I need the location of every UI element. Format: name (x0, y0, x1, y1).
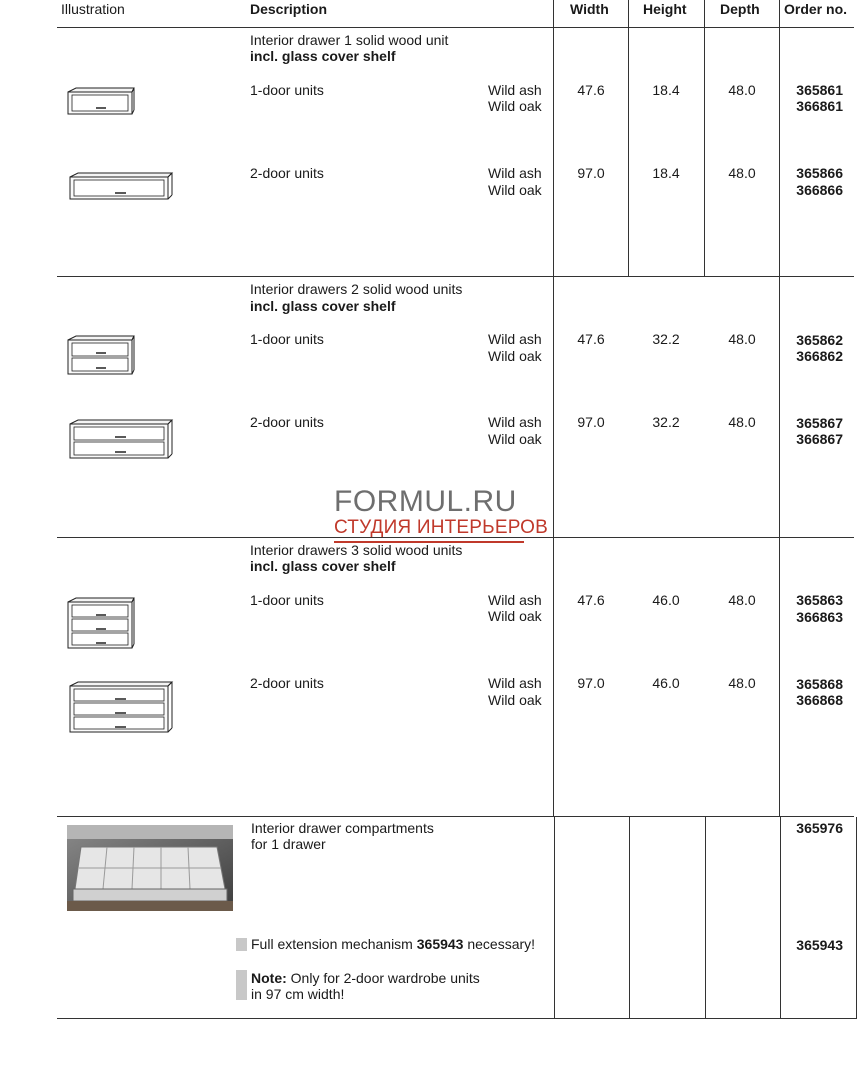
header-description: Description (250, 1, 328, 17)
g3-r1-width: 47.6 (577, 592, 605, 608)
watermark-tagline: СТУДИЯ ИНТЕРЬЕРОВ (334, 517, 549, 538)
col-rule-order-b (780, 817, 781, 1018)
g2-r2-width: 97.0 (577, 414, 605, 430)
col-rule-depth-b (705, 817, 706, 1018)
g1-r2-depth: 48.0 (728, 165, 756, 181)
group-3-rule (57, 816, 854, 817)
g3-r2-depth: 48.0 (728, 675, 756, 691)
g1-r2-height: 18.4 (652, 165, 680, 181)
g1-r1-order1: 365861 (796, 82, 843, 98)
1-drawer-1-door-unit-drawing (66, 86, 136, 118)
note-label: Note: (251, 970, 287, 986)
g2-r1-order2: 366862 (796, 348, 843, 364)
g3-r2-order1: 365868 (796, 676, 843, 692)
group-3-subtitle: incl. glass cover shelf (250, 558, 396, 574)
g1-r1-width: 47.6 (577, 82, 605, 98)
1-drawer-2-door-unit-drawing (68, 171, 174, 203)
g3-r1-label: 1-door units (250, 592, 324, 608)
col-rule-width (553, 0, 554, 816)
watermark-brand: FORMUL.RU (334, 485, 517, 518)
g3-r1-order1: 365863 (796, 592, 843, 608)
compartments-title-line1: Interior drawer compartments (251, 820, 434, 836)
g1-r2-order1: 365866 (796, 165, 843, 181)
group-1-title: Interior drawer 1 solid wood unit (250, 32, 449, 48)
compartments-order: 365976 (796, 820, 843, 836)
header-illustration: Illustration (61, 1, 125, 17)
g1-r1-label: 1-door units (250, 82, 324, 98)
group-3-title: Interior drawers 3 solid wood units (250, 542, 463, 558)
compartments-title-line2: for 1 drawer (251, 836, 326, 852)
g2-r2-height: 32.2 (652, 414, 680, 430)
mechanism-text (251, 936, 535, 953)
g3-r2-order2: 366868 (796, 692, 843, 708)
col-rule-height-b (629, 817, 630, 1018)
3-drawer-1-door-unit-drawing (66, 596, 136, 652)
g2-r2-label: 2-door units (250, 414, 324, 430)
col-rule-right-b (856, 817, 857, 1019)
note-bar (236, 970, 247, 1000)
group-1-subtitle: incl. glass cover shelf (250, 48, 396, 64)
note-line1 (251, 970, 480, 987)
g2-r1-height: 32.2 (652, 331, 680, 347)
g1-r1-finish2: Wild oak (488, 98, 542, 114)
mechanism-post: necessary! (467, 936, 536, 952)
mechanism-order: 365943 (796, 937, 843, 953)
mechanism-code: 365943 (416, 936, 464, 952)
g3-r1-finish1: Wild ash (488, 592, 542, 608)
2-drawer-1-door-unit-drawing (66, 334, 136, 378)
g3-r2-label: 2-door units (250, 675, 324, 691)
g3-r2-width: 97.0 (577, 675, 605, 691)
g2-r1-order1: 365862 (796, 332, 843, 348)
g2-r1-finish2: Wild oak (488, 348, 542, 364)
g1-r2-finish1: Wild ash (488, 165, 542, 181)
group-2-title: Interior drawers 2 solid wood units (250, 281, 463, 297)
g3-r1-finish2: Wild oak (488, 608, 542, 624)
g2-r1-label: 1-door units (250, 331, 324, 347)
g2-r2-order2: 366867 (796, 431, 843, 447)
group-2-subtitle: incl. glass cover shelf (250, 298, 396, 314)
g2-r1-depth: 48.0 (728, 331, 756, 347)
g1-r2-label: 2-door units (250, 165, 324, 181)
mechanism-bullet (236, 938, 247, 951)
note-text: Only for 2-door wardrobe units (290, 970, 480, 986)
2-drawer-2-door-unit-drawing (68, 418, 174, 462)
col-rule-depth (704, 0, 705, 276)
col-rule-height (628, 0, 629, 276)
g3-r1-order2: 366863 (796, 609, 843, 625)
g3-r1-height: 46.0 (652, 592, 680, 608)
3-drawer-2-door-unit-drawing (68, 680, 174, 736)
col-rule-width-b (554, 817, 555, 1018)
header-rule (57, 27, 854, 28)
note-line2: in 97 cm width! (251, 986, 345, 1002)
g2-r2-order1: 365867 (796, 415, 843, 431)
g1-r1-depth: 48.0 (728, 82, 756, 98)
g2-r2-depth: 48.0 (728, 414, 756, 430)
g3-r2-finish2: Wild oak (488, 692, 542, 708)
header-height: Height (643, 1, 687, 17)
g2-r1-finish1: Wild ash (488, 331, 542, 347)
header-order: Order no. (784, 1, 848, 17)
g3-r2-finish1: Wild ash (488, 675, 542, 691)
g2-r2-finish2: Wild oak (488, 431, 542, 447)
group-1-rule (57, 276, 854, 277)
g2-r2-finish1: Wild ash (488, 414, 542, 430)
g1-r1-order2: 366861 (796, 98, 843, 114)
mechanism-pre: Full extension mechanism (251, 936, 413, 952)
header-depth: Depth (720, 1, 760, 17)
g3-r1-depth: 48.0 (728, 592, 756, 608)
g1-r2-finish2: Wild oak (488, 182, 542, 198)
g1-r1-finish1: Wild ash (488, 82, 542, 98)
drawer-compartments-photo (67, 825, 233, 911)
g1-r2-order2: 366866 (796, 182, 843, 198)
g2-r1-width: 47.6 (577, 331, 605, 347)
g1-r2-width: 97.0 (577, 165, 605, 181)
header-width: Width (570, 1, 609, 17)
bottom-rule (57, 1018, 856, 1019)
g1-r1-height: 18.4 (652, 82, 680, 98)
g3-r2-height: 46.0 (652, 675, 680, 691)
